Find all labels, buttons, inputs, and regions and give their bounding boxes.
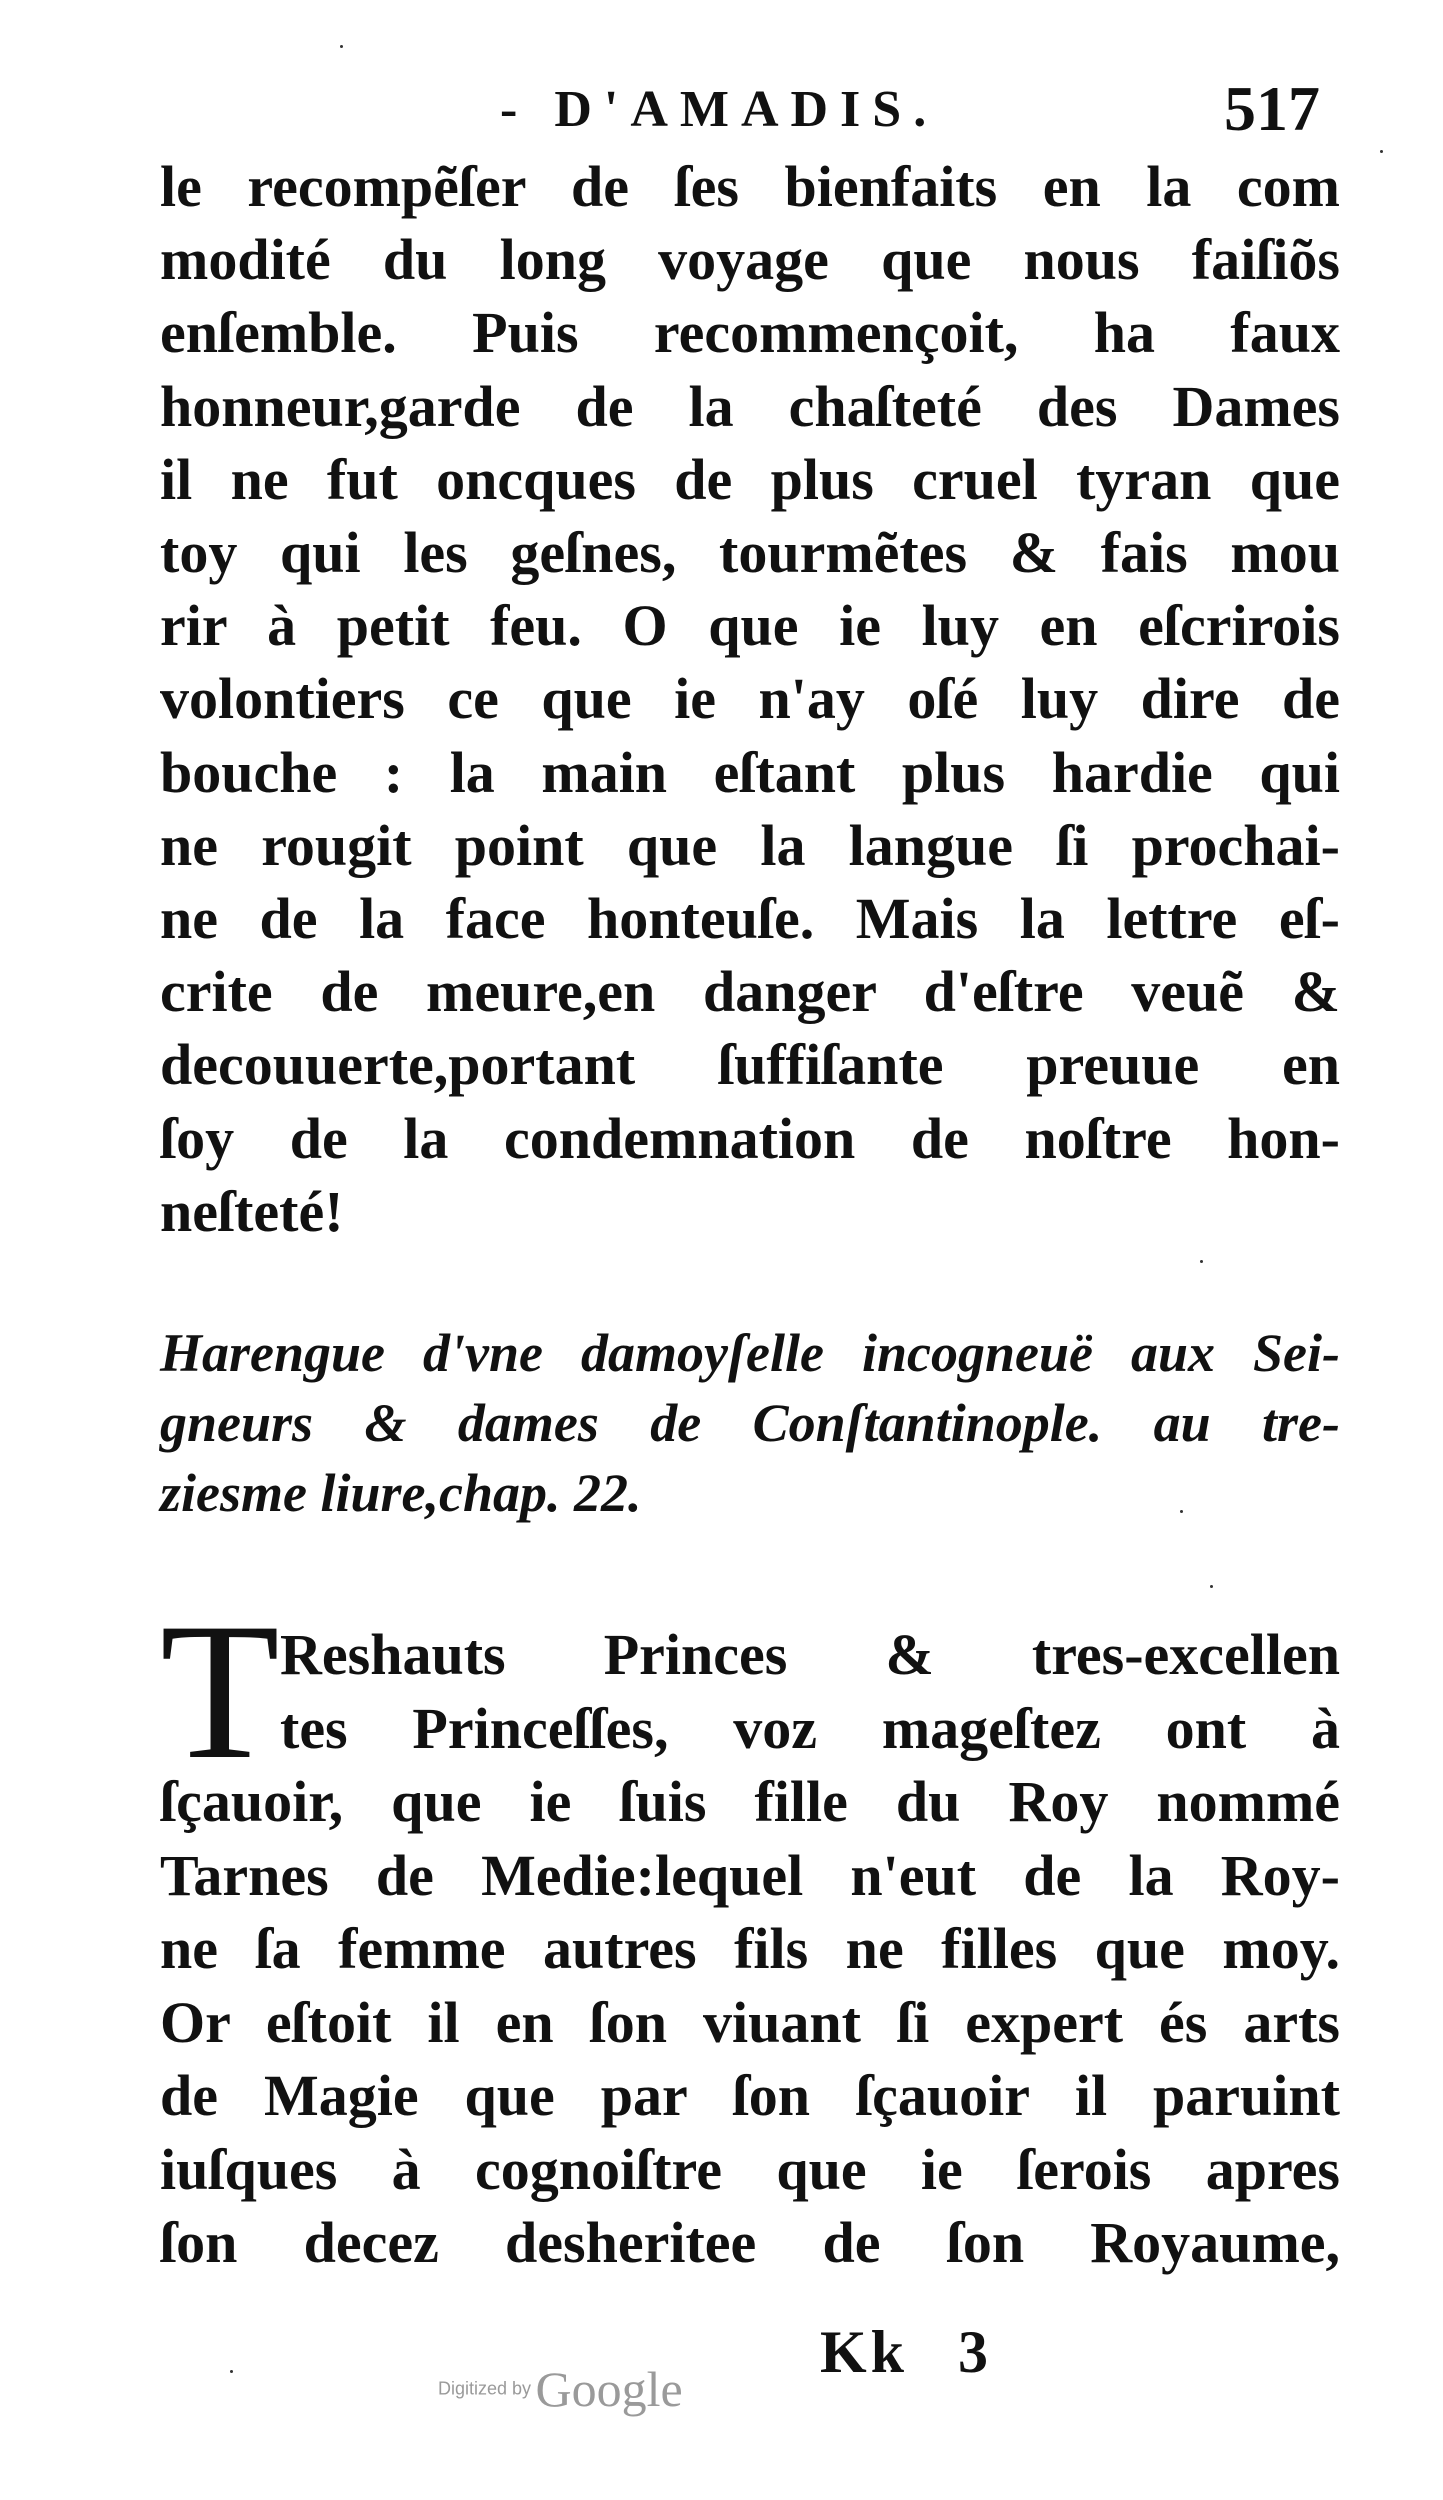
signature-letters: Kk xyxy=(820,2319,909,2385)
text-line: rir à petit feu. O que ie luy en eſcrirois xyxy=(160,593,1340,659)
text-line: bouche : la main eſtant plus hardie qui xyxy=(160,739,1340,805)
body-paragraph xyxy=(160,150,1340,1248)
digitized-watermark xyxy=(438,2360,683,2418)
drop-cap: T xyxy=(160,1583,280,1800)
text-line: Reshauts Princes & tres-excellen xyxy=(280,1622,1340,1687)
text-line: ne de la face honteuſe. Mais la lettre eſ- xyxy=(160,886,1340,952)
running-title: - D'AMADIS. xyxy=(500,81,939,138)
text-line: modité du long voyage que nous faiſiõs xyxy=(160,227,1340,293)
text-line: crite de meure,en danger d'eſtre veuẽ & xyxy=(160,959,1340,1025)
text-line: ne ſa femme autres fils ne filles que moy. xyxy=(160,1916,1340,1981)
ink-speck xyxy=(340,45,343,48)
text-line: le recompẽſer de ſes bienfaits en la com xyxy=(160,154,1340,219)
text-line: honneur,garde de la chaſteté des Dames xyxy=(160,373,1340,439)
text-line: ſçauoir, que ie ſuis fille du Roy nommé xyxy=(160,1769,1340,1834)
text-line: iuſques à cognoiſtre que ie ſerois apres xyxy=(160,2136,1340,2202)
ink-speck xyxy=(1180,1510,1183,1513)
watermark-prefix: Digitized by xyxy=(438,2378,532,2399)
text-line: decouuerte,portant ſuffiſante preuue en xyxy=(160,1032,1340,1098)
page-header xyxy=(160,62,1340,152)
page-number: 517 xyxy=(1224,73,1320,144)
signature-number: 3 xyxy=(958,2319,993,2385)
text-line: toy qui les geſnes, tourmẽtes & fais mou xyxy=(160,520,1340,586)
text-line: tes Princeſſes, voz mageſtez ont à xyxy=(280,1695,1340,1761)
ink-speck xyxy=(1200,1260,1203,1263)
text-line: de Magie que par ſon ſçauoir il paruint xyxy=(160,2063,1340,2128)
text-line: Tarnes de Medie:lequel n'eut de la Roy- xyxy=(160,1842,1340,1908)
text-line: neſteté! xyxy=(160,1178,344,1244)
signature-mark xyxy=(820,2318,992,2387)
text-line: il ne fut oncques de plus cruel tyran que xyxy=(160,446,1340,512)
heading-line: Harengue d'vne damoyſelle incogneuë aux Sei- xyxy=(160,1323,1340,1383)
text-line: ſoy de la condemnation de noſtre hon- xyxy=(160,1105,1340,1171)
text-line: Or eſtoit il en ſon viuant ſi expert és arts xyxy=(160,1989,1340,2055)
speech-paragraph xyxy=(160,1583,1340,2280)
ink-speck xyxy=(230,2370,233,2373)
text-line: enſemble. Puis recommençoit, ha faux xyxy=(160,300,1340,366)
heading-line: gneurs & dames de Conſtantinople. au tre- xyxy=(160,1393,1340,1453)
ink-speck xyxy=(1210,1585,1213,1588)
google-logo: Google xyxy=(535,2361,683,2417)
text-line: volontiers ce que ie n'ay oſé luy dire de xyxy=(160,666,1340,732)
text-line: ſon decez desheritee de ſon Royaume, xyxy=(160,2210,1340,2275)
section-heading xyxy=(160,1318,1340,1528)
heading-line: ziesme liure,chap. 22. xyxy=(160,1463,642,1523)
text-line: ne rougit point que la langue ſi prochai- xyxy=(160,812,1340,878)
ink-speck xyxy=(1380,150,1383,153)
